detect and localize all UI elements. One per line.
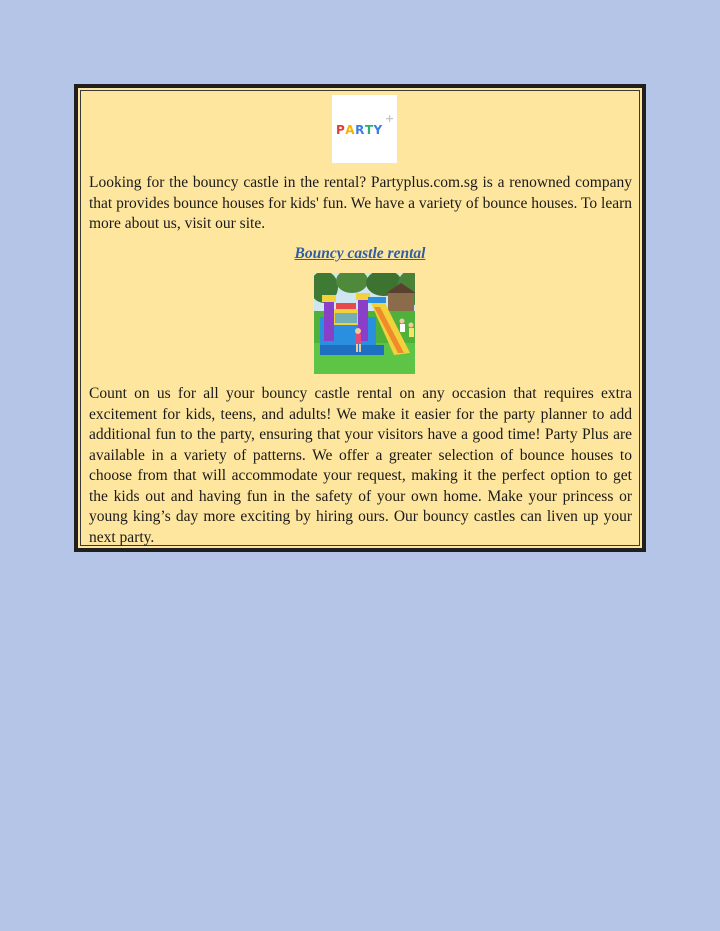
body-paragraph: Count on us for all your bouncy castle rental on any occasion that requires extra excitement for kids, teens, and adults! We make it easier for the party planner to add additional fun to the party, ensuring that your visitors have a good time! Party Plus are available in a variety of patterns. We offer a greater selection of bounce houses to choose from that will accommodate your request, making it the perfect option to get the kids out and having fun in the safety of your own home. Make your princess or young king’s day more exciting by hiring ours. Our bouncy castles can liven up your next party. [89, 385, 632, 546]
bouncy-castle-photo [314, 273, 415, 374]
logo-letter-p: P [336, 123, 346, 137]
intro-paragraph: Looking for the bouncy castle in the rental? Partyplus.com.sg is a renowned company that provides bounce houses for kids' fun. We have a variety of bounce houses. To learn more about us, visit our site. [89, 174, 632, 232]
logo-letter-r: R [355, 123, 365, 137]
logo-letter-a: A [345, 123, 356, 137]
content-panel [74, 84, 646, 552]
party-plus-logo [332, 95, 397, 163]
content-panel-inner [80, 90, 640, 546]
logo-letter-y: Y [373, 123, 383, 137]
logo-wordmark [336, 123, 383, 137]
bouncy-castle-rental-link[interactable]: Bouncy castle rental [294, 245, 426, 262]
logo-plus-icon: + [385, 112, 395, 125]
logo-letter-t: T [364, 123, 374, 137]
